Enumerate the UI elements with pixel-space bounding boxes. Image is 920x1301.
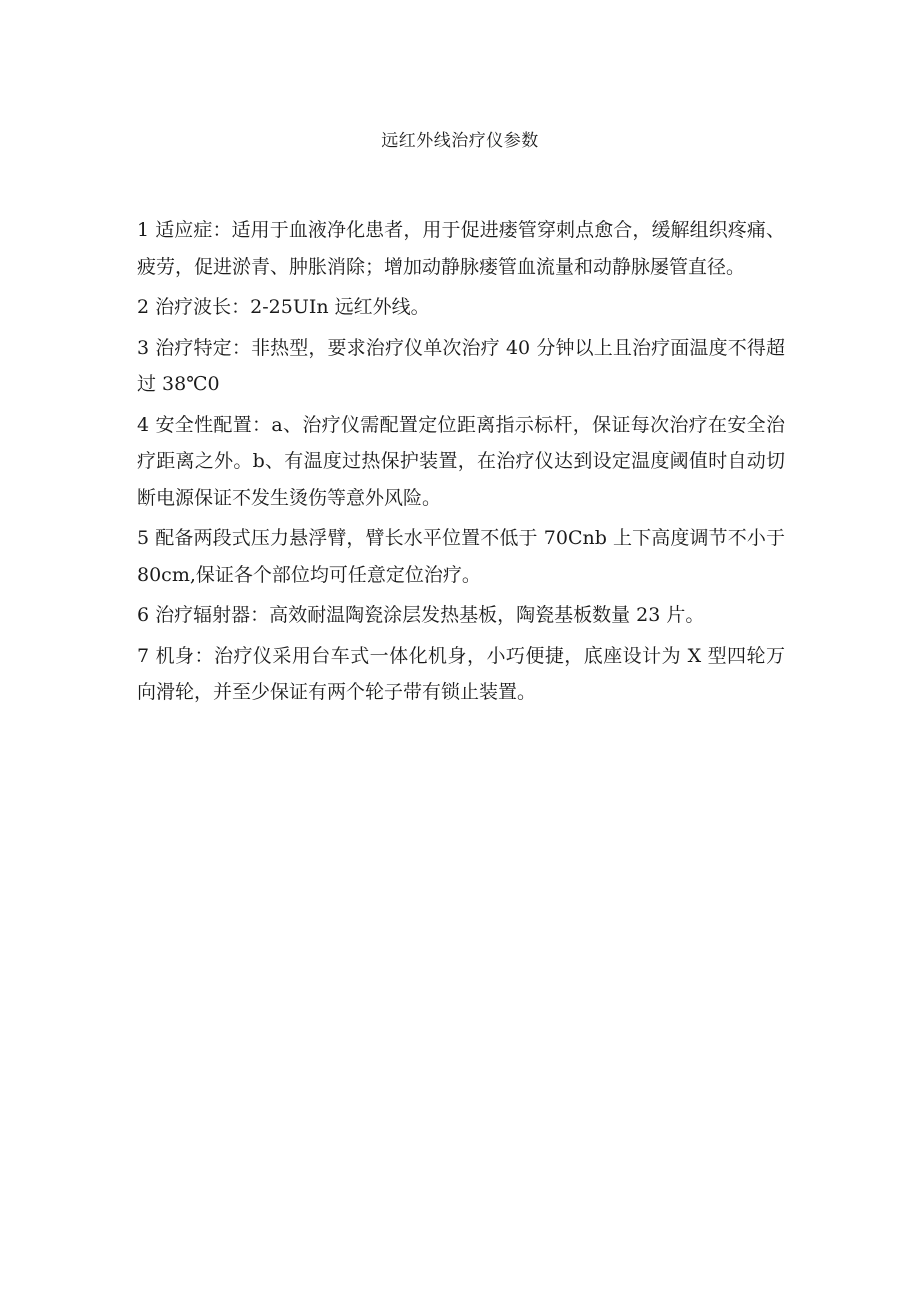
document-title: 远红外线治疗仪参数 [381, 131, 539, 151]
paragraph-treatment-feature: 3 治疗特定：非热型，要求治疗仪单次治疗 40 分钟以上且治疗面温度不得超过 38℃0 [137, 336, 785, 395]
paragraph-suspension-arm: 5 配备两段式压力悬浮臂，臂长水平位置不低于 70Cnb 上下高度调节不小于 80cm,保证各个部位均可任意定位治疗。 [137, 527, 785, 586]
paragraph-body: 7 机身：治疗仪采用台车式一体化机身，小巧便捷，底座设计为 X 型四轮万向滑轮，并至少保证有两个轮子带有锁止装置。 [137, 644, 785, 703]
document-body [137, 212, 785, 715]
paragraph-radiator: 6 治疗辐射器：高效耐温陶瓷涂层发热基板，陶瓷基板数量 23 片。 [137, 604, 705, 626]
paragraph-indications: 1 适应症：适用于血液净化患者，用于促进瘘管穿刺点愈合，缓解组织疼痛、疲劳，促进淤青、肿胀消除；增加动静脉瘘管血流量和动静脉屡管直径。 [137, 219, 785, 278]
paragraph-safety-config: 4 安全性配置：a、治疗仪需配置定位距离指示标杆，保证每次治疗在安全治疗距离之外。b、有温度过热保护装置，在治疗仪达到设定温度阈值时自动切断电源保证不发生烫伤等意外风险。 [137, 413, 785, 509]
paragraph-wavelength: 2 治疗波长：2-25UIn 远红外线。 [137, 296, 430, 318]
